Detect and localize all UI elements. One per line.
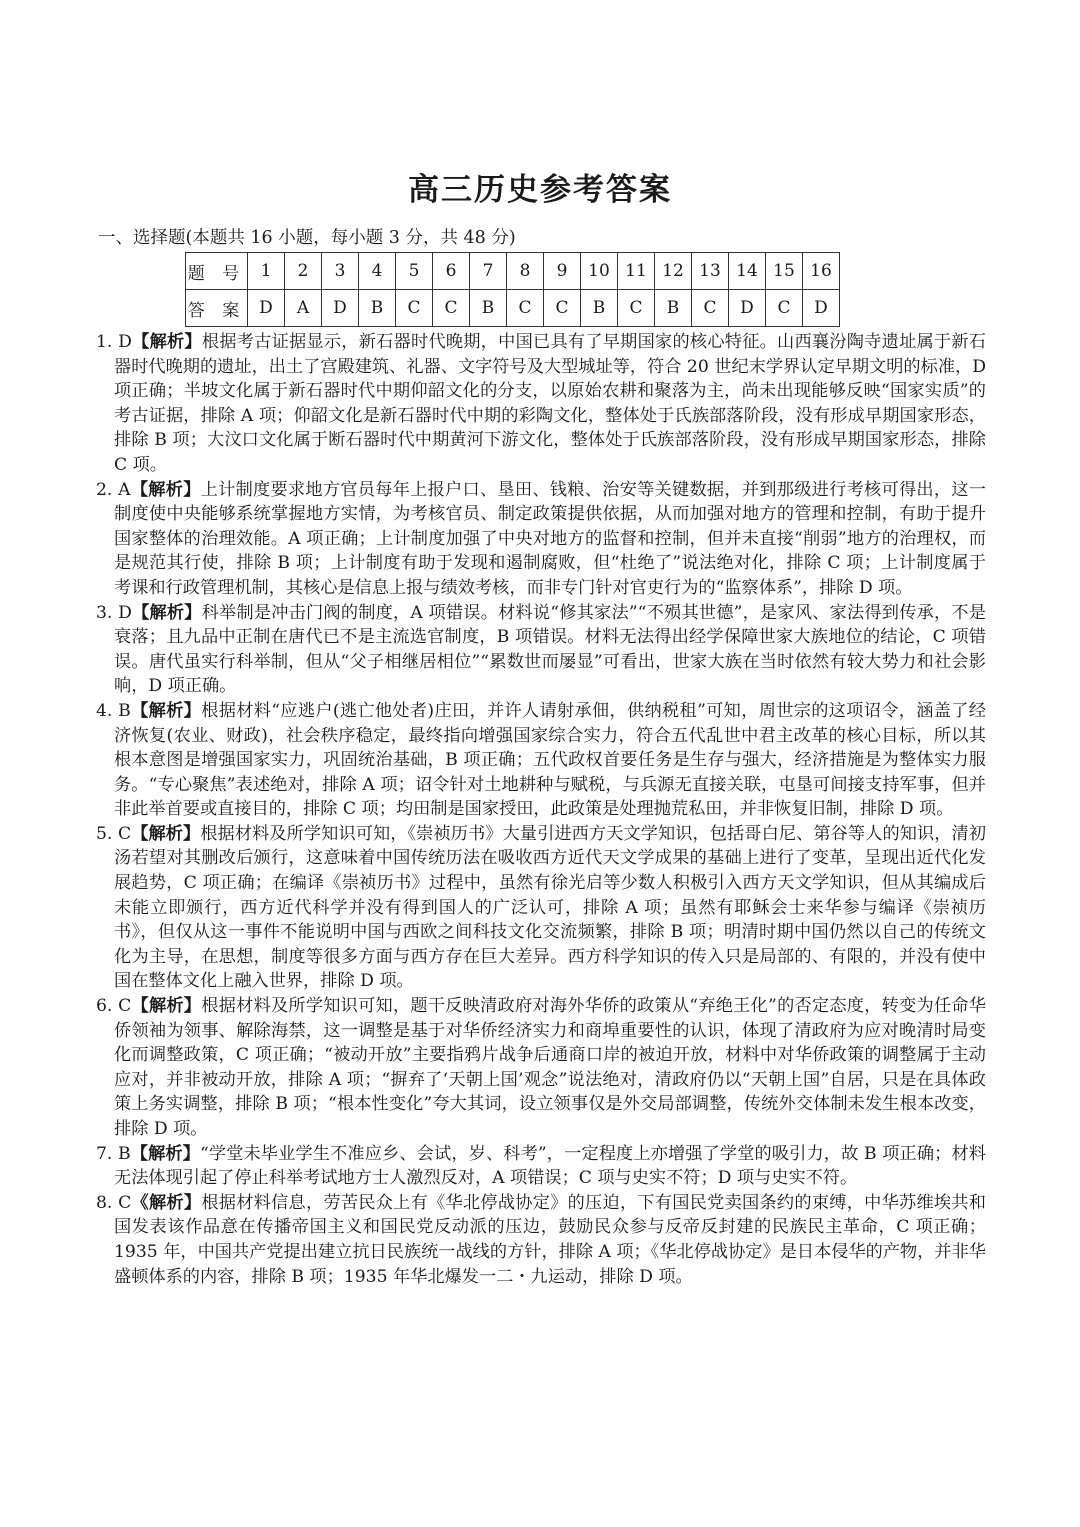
- item-text: 上计制度要求地方官员每年上报户口、垦田、钱粮、治安等关键数据，并到那级进行考核可得出，这一制度使中央能够系统掌握地方实情，为考核官员、制定政策提供依据，从而加强对地方的管理和控制，有助于提升国家整体的治理效能。A 项正确；上计制度加强了中央对地方的监督和控制，但并未直接“削弱”地方的治理权，而是规范其行使，排除 B 项；上计制度有助于发现和遏制腐败，但“杜绝了”说法绝对化，排除 C 项；上计制度属于考课和行政管理机制，其核心是信息上报与绩效考核，而非专门针对官吏行为的“监察体系”，排除 D 项。: [114, 479, 986, 598]
- question-number: 12: [655, 253, 692, 290]
- answer-letter: D: [803, 290, 840, 327]
- answer-letter: B: [470, 290, 507, 327]
- item-number: 5. C: [96, 823, 132, 844]
- answer-letter: C: [692, 290, 729, 327]
- question-number: 9: [544, 253, 581, 290]
- answer-letter: D: [729, 290, 766, 327]
- item-number: 7. B: [96, 1143, 131, 1164]
- table-row: [186, 290, 840, 327]
- question-number: 11: [618, 253, 655, 290]
- question-number: 5: [396, 253, 433, 290]
- item-text: 根据考古证据显示，新石器时代晚期，中国已具有了早期国家的核心特征。山西襄汾陶寺遗址属于新石器时代晚期的遗址，出土了宫殿建筑、礼器、文字符号及大型城址等，符合 20 世纪末学界认定早期文明的标准，D 项正确；半坡文化属于新石器时代中期仰韶文化的分支，以原始农耕和聚落为主，尚未出现能够反映“国家实质”的考古证据，排除 A 项；仰韶文化是新石器时代中期的彩陶文化，整体处于氏族部落阶段，没有形成早期国家形态，排除 B 项；大汶口文化属于断石器时代中期黄河下游文化，整体处于氏族部落阶段，没有形成早期国家形态，排除 C 项。: [114, 332, 986, 475]
- row-label-number: 题 号: [186, 253, 248, 290]
- explanation-item: [96, 822, 986, 994]
- item-number: 8. C: [96, 1192, 132, 1213]
- explanation-item: [96, 478, 986, 601]
- item-text: 根据材料及所学知识可知，题干反映清政府对海外华侨的政策从“弃绝王化”的否定态度，转变为任命华侨领袖为领事、解除海禁，这一调整是基于对华侨经济实力和商埠重要性的认识，体现了清政府为应对晚清时局变化而调整政策，C 项正确；“被动开放”主要指鸦片战争后通商口岸的被迫开放，材料中对华侨政策的调整属于主动应对，并非被动开放，排除 A 项；“摒弃了‘天朝上国’观念”说法绝对，清政府仍以“天朝上国”自居，只是在具体政策上务实调整，排除 B 项；“根本性变化”夸大其词，设立领事仅是外交局部调整，传统外交体制未发生根本改变，排除 D 项。: [114, 996, 986, 1139]
- answer-letter: B: [581, 290, 618, 327]
- answer-letter: C: [618, 290, 655, 327]
- question-number: 15: [766, 253, 803, 290]
- item-number: 3. D: [96, 602, 132, 623]
- explanation-item: [96, 699, 986, 822]
- analysis-tag: 【解析】: [131, 602, 202, 623]
- explanation-item: [96, 1191, 986, 1289]
- question-number: 1: [248, 253, 285, 290]
- question-number: 10: [581, 253, 618, 290]
- answer-letter: D: [248, 290, 285, 327]
- item-number: 4. B: [96, 700, 131, 721]
- item-text: 根据材料及所学知识可知，《崇祯历书》大量引进西方天文学知识，包括哥白尼、第谷等人的知识，清初汤若望对其删改后颁行，这意味着中国传统历法在吸收西方近代天文学成果的基础上进行了变革，呈现出近代化发展趋势，C 项正确；在编译《崇祯历书》过程中，虽然有徐光启等少数人积极引入西方天文学知识，但从其编成后未能立即颁行，西方近代科学并没有得到国人的广泛认可，排除 A 项；虽然有耶稣会士来华参与编译《崇祯历书》，但仅从这一事件不能说明中国与西欧之间科技文化交流频繁，排除 B 项；明清时期中国仍然以自己的传统文化为主导，在思想，制度等很多方面与西方存在巨大差异。西方科学知识的传入只是局部的、有限的，并没有使中国在整体文化上融入世界，排除 D 项。: [114, 823, 987, 992]
- explanation-item: [96, 601, 986, 699]
- answer-letter: C: [766, 290, 803, 327]
- analysis-tag: 【解析】: [130, 700, 202, 721]
- explanation-item: [96, 994, 986, 1142]
- question-number: 8: [507, 253, 544, 290]
- analysis-tag: 【解析】: [131, 332, 202, 352]
- item-text: “学堂未毕业学生不准应乡、会试，岁、科考”，一定程度上亦增强了学堂的吸引力，故 B 项正确；材料无法体现引起了停止科举考试地方士人激烈反对，A 项错误；C 项与史实不符；D 项与史实不符。: [114, 1143, 986, 1189]
- question-number: 4: [359, 253, 396, 290]
- answer-letter: A: [285, 290, 322, 327]
- question-number: 2: [285, 253, 322, 290]
- row-label-answer: 答 案: [186, 290, 248, 327]
- item-text: 根据材料信息，劳苦民众上有《华北停战协定》的压迫，下有国民党卖国条约的束缚，中华苏维埃共和国发表该作品意在传播帝国主义和国民党反动派的压边，鼓励民众参与反帝反封建的民族民主革命，C 项正确；1935 年，中国共产党提出建立抗日民族统一战线的方针，排除 A 项；《华北停战协定》是日本侵华的产物，并非华盛顿体系的内容，排除 B 项；1935 年华北爆发一二・九运动，排除 D 项。: [114, 1192, 986, 1287]
- item-text: 科举制是冲击门阀的制度，A 项错误。材料说“修其家法”“不殒其世德”，是家风、家法得到传承，不是衰落；且九品中正制在唐代已不是主流选官制度，B 项错误。材料无法得出经学保障世家大族地位的结论，C 项错误。唐代虽实行科举制，但从“父子相继居相位”“累数世而屡显”可看出，世家大族在当时依然有较大势力和社会影响，D 项正确。: [114, 602, 986, 697]
- question-number: 3: [322, 253, 359, 290]
- answer-table: [185, 252, 840, 327]
- analysis-tag: 【解析】: [131, 996, 202, 1017]
- table-row: [186, 253, 840, 290]
- explanation-list: [96, 330, 986, 1289]
- item-text: 根据材料“应逃户(逃亡他处者)庄田，并许人请射承佃，供纳税租”可知，周世宗的这项诏令，涵盖了经济恢复(农业、财政)，社会秩序稳定，最终指向增强国家综合实力，符合五代乱世中君主改革的核心目标，所以其根本意图是增强国家实力，巩固统治基础，B 项正确；五代政权首要任务是生存与强大，经济措施是为整体实力服务。“专心聚焦”表述绝对，排除 A 项；诏令针对土地耕种与赋税，与兵源无直接关联，屯垦可间接支持军事，但并非此举首要或直接目的，排除 C 项；均田制是国家授田，此政策是处理抛荒私田，并非恢复旧制，排除 D 项。: [114, 700, 986, 820]
- question-number: 14: [729, 253, 766, 290]
- answer-letter: B: [359, 290, 396, 327]
- analysis-tag: 【解析】: [131, 823, 201, 844]
- item-number: 6. C: [96, 996, 132, 1017]
- answer-letter: B: [655, 290, 692, 327]
- analysis-tag: 【解析】: [130, 479, 201, 500]
- question-number: 7: [470, 253, 507, 290]
- answer-letter: C: [396, 290, 433, 327]
- explanation-item: [96, 330, 986, 478]
- question-number: 13: [692, 253, 729, 290]
- answer-letter: C: [507, 290, 544, 327]
- analysis-tag: 《解析】: [131, 1192, 202, 1213]
- section-heading: 一、选择题(本题共 16 小题，每小题 3 分，共 48 分): [98, 228, 516, 248]
- explanation-item: [96, 1142, 986, 1191]
- answer-letter: C: [544, 290, 581, 327]
- analysis-tag: 【解析】: [130, 1143, 201, 1164]
- answer-letter: D: [322, 290, 359, 327]
- question-number: 6: [433, 253, 470, 290]
- item-number: 2. A: [96, 479, 131, 500]
- item-number: 1. D: [96, 332, 132, 352]
- page-title: 高三历史参考答案: [408, 172, 672, 208]
- answer-letter: C: [433, 290, 470, 327]
- question-number: 16: [803, 253, 840, 290]
